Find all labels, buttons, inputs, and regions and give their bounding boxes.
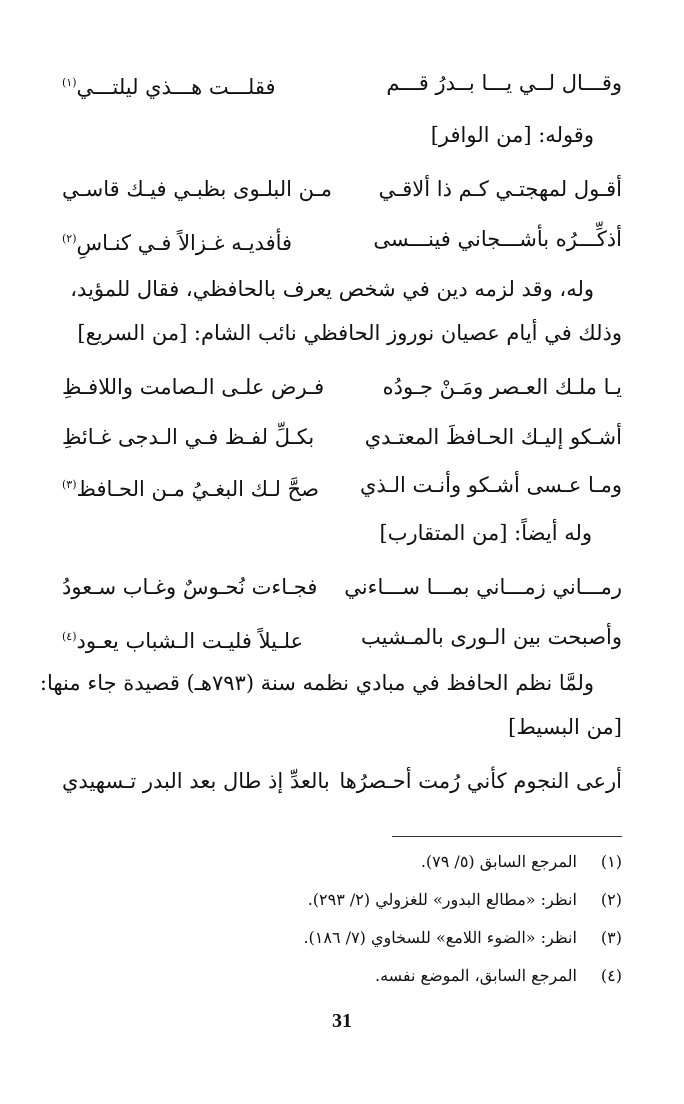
verse-line-3 [62, 222, 622, 256]
footnote-text: المرجع السابق (٥/ ٧٩). [420, 852, 577, 871]
verse-hemistich-right: وأصبحت بين الـورى بالمـشيب [361, 625, 622, 649]
verse-hemistich-left [62, 620, 303, 658]
verse-hemistich-right: أرعى النجوم كأني رُمت أحـصرُها [339, 769, 622, 793]
verse-hemistich-left: مـن البلـوى بظبـي فيـك قاسـي [62, 177, 333, 201]
footnote-separator [392, 836, 622, 837]
verse-hemistich-right: أذكِّـــرُه بأشـــجاني فينـــسى [373, 227, 622, 251]
footnote-number: (١) [600, 852, 622, 871]
verse-hemistich-right: وقـــال لــي يـــا بــدرُ قـــم [386, 71, 622, 95]
verse-hemistich-right: ومـا عـسى أشـكو وأنـت الـذي [359, 473, 622, 497]
verse-line-8 [62, 620, 622, 654]
verse-hemistich-right: أشـكو إليـك الحـافظَ المعتـدي [364, 425, 622, 449]
verse-text: فقلـــت هـــذي ليلتـــي [76, 75, 276, 99]
verse-intro: وقوله: [من الوافر] [430, 123, 594, 147]
footnote [62, 850, 622, 874]
footnote-marker: (٢) [62, 232, 77, 245]
footnote-text: المرجع السابق، الموضع نفسه. [374, 966, 577, 985]
paragraph-line: وله، وقد لزمه دين في شخص يعرف بالحافظي، فقال للمؤيد، [70, 277, 594, 301]
paragraph-line: [من البسيط] [508, 715, 622, 739]
verse-line-7 [62, 570, 622, 604]
verse-line-5 [62, 420, 622, 454]
verse-line-6 [62, 468, 622, 502]
verse-hemistich-right: أقـول لمهجتـي كـم ذا ألاقـي [378, 177, 622, 201]
verse-hemistich-right: رمـــاني زمـــاني بمـــا ســـاءني [344, 575, 622, 599]
verse-hemistich-right: يـا ملـك العـصر ومَـنْ جـودُه [382, 375, 622, 399]
verse-line-9 [62, 764, 622, 798]
footnote-number: (٢) [600, 890, 622, 909]
paragraph-line: وذلك في أيام عصيان نوروز الحافظي نائب الشام: [من السريع] [77, 321, 622, 345]
verse-hemistich-left: بالعدِّ إذ طال بعد البدر تـسهيدي [62, 769, 330, 793]
footnote-marker: (١) [62, 76, 77, 89]
verse-hemistich-left: فجـاءت نُحـوسٌ وغـاب سـعودُ [62, 575, 318, 599]
verse-hemistich-left: بكـلِّ لفـظ فـي الـدجى غـائظِ [62, 425, 315, 449]
verse-line-4 [62, 370, 622, 404]
verse-line-2 [62, 172, 622, 206]
verse-text: علـيلاً فليـت الـشباب يعـود [76, 629, 304, 653]
footnote-marker: (٣) [62, 478, 77, 491]
footnote [62, 888, 622, 912]
verse-hemistich-left [62, 222, 292, 260]
verse-intro: وله أيضاً: [من المتقارب] [379, 521, 592, 545]
footnote-number: (٣) [600, 928, 622, 947]
page-number: 31 [332, 1010, 352, 1032]
verse-hemistich-left [62, 468, 319, 506]
footnote-marker: (٤) [62, 630, 77, 643]
verse-text: صحَّ لـك البغـيُ مـن الحـافظ [76, 477, 319, 501]
footnote-number: (٤) [600, 966, 622, 985]
verse-line-1 [62, 66, 622, 100]
verse-text: فأفديـه غـزالاً فـي كنـاسِ [76, 231, 293, 255]
footnote [62, 964, 622, 988]
verse-hemistich-left [62, 66, 276, 104]
footnote-text: انظر: «مطالع البدور» للغزولي (٢/ ٢٩٣). [307, 890, 577, 909]
paragraph-line: ولمَّا نظم الحافظ في مبادي نظمه سنة (٧٩٣هـ) قصيدة جاء منها: [39, 671, 594, 695]
verse-hemistich-left: فـرض علـى الـصامت واللافـظِ [62, 375, 325, 399]
footnote-text: انظر: «الضوء اللامع» للسخاوي (٧/ ١٨٦). [303, 928, 577, 947]
footnote [62, 926, 622, 950]
